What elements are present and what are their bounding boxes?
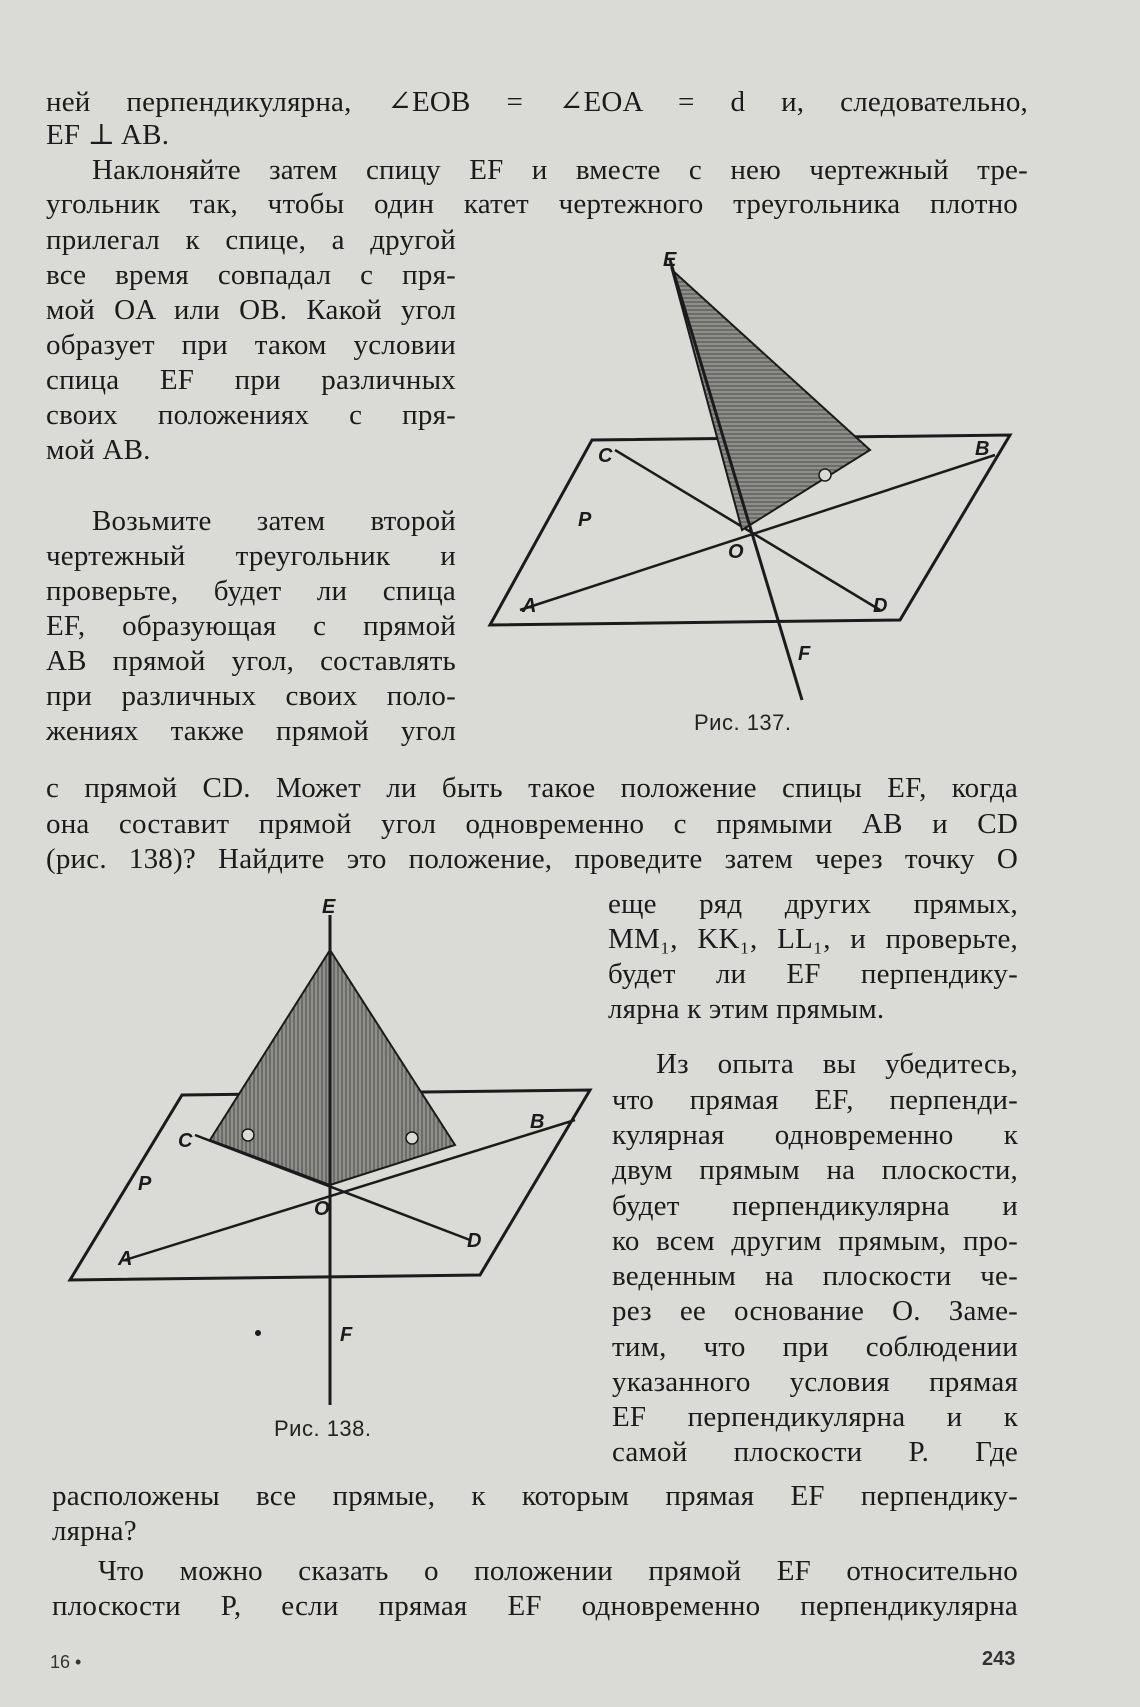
label-c: C (178, 1130, 193, 1152)
text-line: расположены все прямые, к которым прямая EF перпендику- (52, 1480, 1018, 1512)
label-c: C (598, 445, 613, 467)
text-line: чертежный треугольник и (46, 540, 456, 572)
label-d: D (873, 595, 888, 617)
text-line: указанного условия прямая (612, 1366, 1018, 1398)
text-line: будет перпендикулярна и (612, 1190, 1018, 1222)
text-line: угольник так, чтобы один катет чертежного треугольника плотно (46, 188, 1018, 220)
label-p: P (138, 1173, 152, 1195)
drawing-triangle-left (210, 950, 330, 1185)
signature-mark: 16 • (50, 1652, 82, 1672)
label-o: O (728, 541, 744, 563)
text-line: Что можно сказать о положении прямой EF относительно (98, 1555, 1018, 1587)
label-e: E (663, 249, 677, 271)
label-p: P (578, 509, 592, 531)
text-line: AB прямой угол, составлять (46, 645, 456, 677)
text-line: мой OA или OB. Какой угол (46, 294, 456, 326)
text-line: с прямой CD. Может ли быть такое положение спицы EF, когда (46, 772, 1018, 804)
text-line: рез ее основание O. Заме- (612, 1295, 1018, 1327)
text-line: еще ряд других прямых, (608, 888, 1018, 920)
text-line: тим, что при соблюдении (612, 1331, 1018, 1363)
text-line: веденным на плоскости че- (612, 1260, 1018, 1292)
text-line: EF перпендикулярна и к (612, 1401, 1018, 1433)
text-line: будет ли EF перпендику- (608, 958, 1018, 990)
text-line: самой плоскости P. Где (612, 1436, 1018, 1468)
text-line: образует при таком условии (46, 329, 456, 361)
drawing-triangle (672, 270, 870, 530)
text-line: двум прямым на плоскости, (612, 1154, 1018, 1186)
text-line: ней перпендикулярна, ∠EOB = ∠EOA = d и, следовательно, (46, 86, 1028, 118)
text-line: жениях также прямой угол (46, 715, 456, 747)
text-line: MM₁, KK₁, LL₁, и проверьте, (608, 923, 1018, 955)
text-line: EF ⊥ AB. (46, 119, 170, 151)
text-line: кулярная одновременно к (612, 1119, 1018, 1151)
text-line: лярна? (52, 1515, 137, 1547)
label-b: B (530, 1111, 545, 1133)
text-line: Возьмите затем второй (92, 505, 456, 537)
label-d: D (467, 1230, 482, 1252)
text-line: что прямая EF, перпенди- (612, 1084, 1018, 1116)
text-line: (рис. 138)? Найдите это положение, проведите затем через точку O (46, 843, 1018, 875)
text-line: спица EF при различных (46, 364, 456, 396)
figure-138-caption: Рис. 138. (274, 1416, 372, 1441)
page-number: 243 (982, 1648, 1016, 1670)
figure-138 (60, 895, 600, 1415)
label-b: B (975, 438, 990, 460)
text-line: при различных своих поло- (46, 680, 456, 712)
text-line: она составит прямой угол одновременно с прямыми AB и CD (46, 808, 1018, 840)
label-e: E (322, 896, 336, 918)
label-f: F (798, 643, 811, 665)
label-a: A (522, 595, 537, 617)
text-line: своих положениях с пря- (46, 399, 456, 431)
text-line: лярна к этим прямым. (608, 993, 885, 1025)
text-line: ко всем другим прямым, про- (612, 1225, 1018, 1257)
text-line: все время совпадал с пря- (46, 259, 456, 291)
label-f: F (340, 1324, 353, 1346)
text-line: проверьте, будет ли спица (46, 575, 456, 607)
drawing-triangle-right (330, 950, 455, 1185)
text-line: Наклоняйте затем спицу EF и вместе с нею чертежный тре- (92, 154, 1028, 186)
text-line: Из опыта вы убедитесь, (656, 1048, 1018, 1080)
text-line: мой AB. (46, 434, 151, 466)
label-a: A (118, 1248, 133, 1270)
figure-137-caption: Рис. 137. (694, 710, 792, 735)
figure-137 (480, 240, 1020, 710)
text-line: EF, образующая с прямой (46, 610, 456, 642)
text-line: прилегал к спице, а другой (46, 224, 456, 256)
text-line: плоскости P, если прямая EF одновременно перпендикулярна (52, 1590, 1018, 1622)
label-o: O (314, 1198, 330, 1220)
